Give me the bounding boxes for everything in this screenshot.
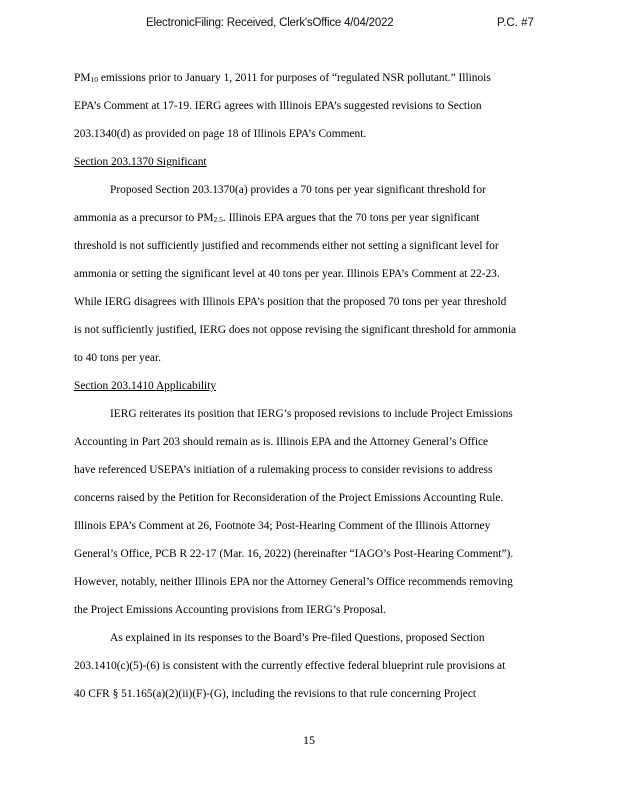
document-body — [74, 64, 544, 708]
text-line: While IERG disagrees with Illinois EPA’s position that the proposed 70 tons per year threshold — [74, 296, 507, 308]
public-comment-number: P.C. #7 — [497, 17, 534, 29]
section-heading-applicability: Section 203.1410 Applicability — [74, 380, 217, 392]
text-line: General’s Office, PCB R 22-17 (Mar. 16, 2022) (hereinafter “IAGO’s Post-Hearing Comment”). — [74, 548, 514, 560]
text-line: threshold is not sufficiently justified and recommends either not setting a significant level for — [74, 240, 499, 252]
page-number: 15 — [303, 733, 315, 747]
filing-stamp: ElectronicFiling: Received, Clerk'sOffice 4/04/2022 — [146, 17, 394, 29]
text-line: have referenced USEPA’s initiation of a rulemaking process to consider revisions to address — [74, 464, 493, 476]
text-line: the Project Emissions Accounting provisions from IERG’s Proposal. — [74, 604, 386, 616]
text-line: Proposed Section 203.1370(a) provides a 70 tons per year significant threshold for — [110, 184, 486, 196]
text-line: $PM_{10}$ emissions prior to January 1, 2011 for purposes of “regulated NSR pollutant.” Illinois — [74, 72, 491, 84]
text-line: 203.1340(d) as provided on page 18 of Illinois EPA’s Comment. — [74, 128, 367, 140]
text-line: Illinois EPA’s Comment at 26, Footnote 34; Post-Hearing Comment of the Illinois Attorney — [74, 520, 491, 532]
text-line: 203.1410(c)(5)-(6) is consistent with the currently effective federal blueprint rule provisions at — [74, 660, 506, 672]
section-heading-significant: Section 203.1370 Significant — [74, 156, 207, 168]
text-line: 40 CFR § 51.165(a)(2)(ii)(F)-(G), including the revisions to that rule concerning Project — [74, 688, 477, 700]
text-line: EPA’s Comment at 17-19. IERG agrees with Illinois EPA’s suggested revisions to Section — [74, 100, 482, 112]
text-line: ammonia or setting the significant level at 40 tons per year. Illinois EPA’s Comment at 22-23. — [74, 268, 500, 280]
text-line: However, notably, neither Illinois EPA nor the Attorney General’s Office recommends removing — [74, 576, 513, 588]
text-line: As explained in its responses to the Board’s Pre-filed Questions, proposed Section — [110, 632, 485, 644]
text-line: concerns raised by the Petition for Reconsideration of the Project Emissions Accounting Rule. — [74, 492, 504, 504]
text-line: Accounting in Part 203 should remain as is. Illinois EPA and the Attorney General’s Office — [74, 436, 489, 448]
text-line: IERG reiterates its position that IERG’s proposed revisions to include Project Emissions — [110, 408, 513, 420]
page-header — [0, 17, 618, 37]
text-line: ammonia as a precursor to $PM_{2.5}$. Illinois EPA argues that the 70 tons per year significant — [74, 212, 480, 224]
text-line: to 40 tons per year. — [74, 352, 161, 364]
text-line: is not sufficiently justified, IERG does not oppose revising the significant threshold for ammonia — [74, 324, 517, 336]
